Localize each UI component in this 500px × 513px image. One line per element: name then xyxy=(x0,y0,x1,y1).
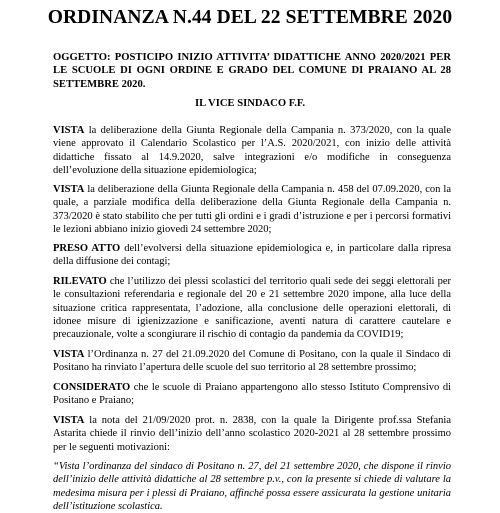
paragraph-text: che le scuole di Praiano appartengono allo stesso Istituto Comprensivo di Positano e Praiano; xyxy=(53,382,451,407)
paragraph-preso-atto xyxy=(53,242,451,269)
paragraph-text: dell’evolversi della situazione epidemiologica e, in particolare dalla ripresa della diffusione dei contagi; xyxy=(53,243,451,268)
subject-paragraph: OGGETTO: POSTICIPO INIZIO ATTIVITA’ DIDATTICHE ANNO 2020/2021 PER LE SCUOLE DI OGNI ORDINE E GRADO DEL COMUNE DI PRAIANO AL 28 SETTEMBRE 2020. xyxy=(53,52,451,90)
paragraph-text: che l’utilizzo dei plessi scolastici del territorio quali sede dei seggi elettorali per le consultazioni referendaria e regionale del 20 e 21 settembre 2020 impone, alla luce della situazione critica rappresentata, l’adozione, alla conclusione delle operazioni elettorali, di idonee misure di igienizzazione e sanificazione, aventi natura di carattere cautelare e precauzionale, volte a scongiurare il rischio di contagio da pandemia da COVID19; xyxy=(53,276,451,341)
signatory-heading: IL VICE SINDACO F.F. xyxy=(195,98,305,109)
paragraph-vista-2 xyxy=(53,183,451,236)
paragraph-lead: VISTA xyxy=(53,415,85,426)
paragraph-considerato xyxy=(53,381,451,408)
paragraph-text: la deliberazione della Giunta Regionale della Campania n. 458 del 07.09.2020, con la quale, a parziale modifica della deliberazione della Giunta Regionale della Campania n. 373/2020 è stato stabilito che per tutti gli ordini e i gradi d’istruzione e per i percorsi formativi le lezioni abbiano inizio giovedì 24 settembre 2020; xyxy=(53,184,451,235)
ordinance-title: ORDINANZA N.44 DEL 22 SETTEMBRE 2020 xyxy=(47,7,453,28)
paragraph-lead: CONSIDERATO xyxy=(53,382,131,393)
paragraph-vista-3 xyxy=(53,348,451,375)
paragraph-vista-1 xyxy=(53,124,451,177)
paragraph-lead: RILEVATO xyxy=(53,276,107,287)
paragraph-vista-4 xyxy=(53,414,451,454)
paragraph-text: la nota del 21/09/2020 prot. n. 2838, con la quale la Dirigente prof.ssa Stefania Astarita chiede il rinvio dell’inizio dell’anno scolastico 2020-2021 al 28 settembre prossimo per le seguenti motivazioni: xyxy=(53,415,451,453)
quoted-motivation: “Vista l’ordinanza del sindaco di Positano n. 27, del 21 settembre 2020, che dispone il rinvio dell’inizio delle attività didattiche al 28 settembre p.v., con la presente si chiede di valutare la medesima misura per i plessi di Praiano, affinché possa essere assicurata la gestione unitaria dell’istituzione scolastica. xyxy=(53,461,451,512)
paragraph-text: l’Ordinanza n. 27 del 21.09.2020 del Comune di Positano, con la quale il Sindaco di Positano ha rinviato l’apertura delle scuole del suo territorio al 28 settembre prossimo; xyxy=(53,349,451,374)
paragraph-lead: VISTA xyxy=(53,125,85,136)
paragraph-lead: PRESO ATTO xyxy=(53,243,121,254)
paragraph-text: la deliberazione della Giunta Regionale della Campania n. 373/2020, con la quale viene approvato il Calendario Scolastico per l’A.S. 2020/2021, con inizio delle attività didattiche fissato al 14.9.2020, salve integrazioni e/o modifiche in conseguenza dell’evoluzione della situazione epidemiologica; xyxy=(53,125,451,176)
paragraph-lead: VISTA xyxy=(53,349,85,360)
paragraph-rilevato xyxy=(53,275,451,341)
paragraph-lead: VISTA xyxy=(53,184,85,195)
